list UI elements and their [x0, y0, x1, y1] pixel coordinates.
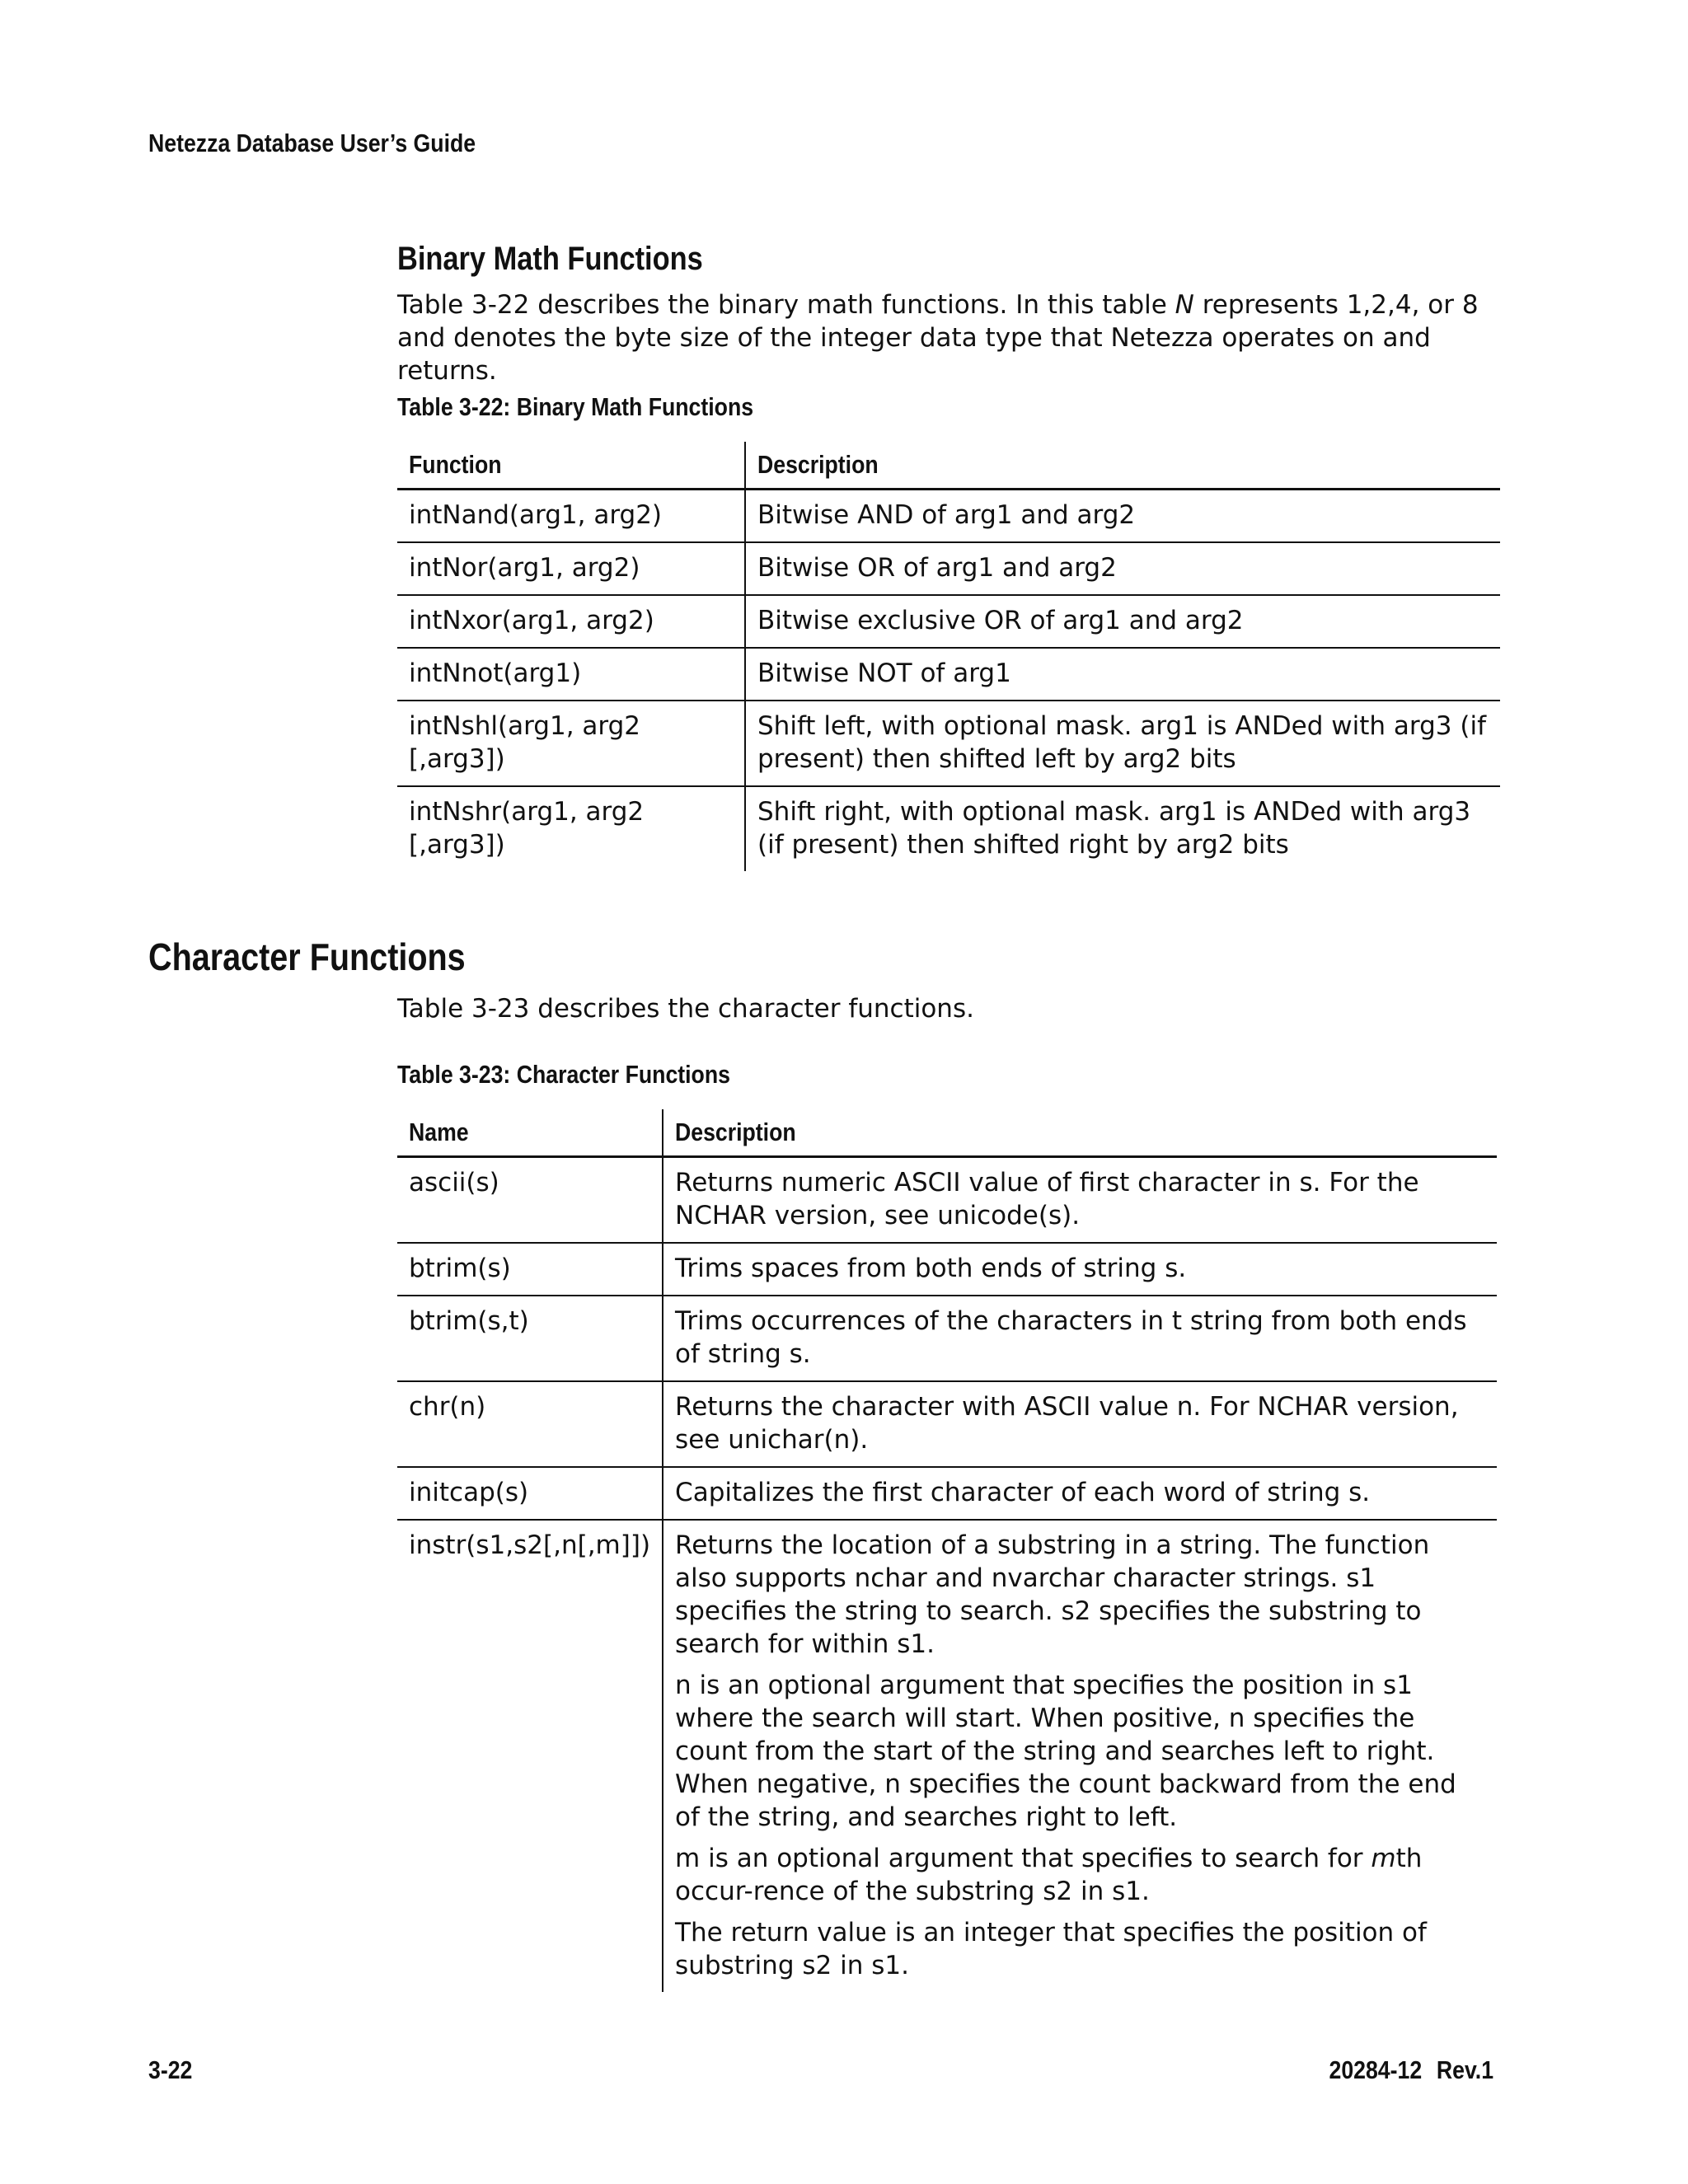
description-cell: Trims occurrences of the characters in t string from both ends of string s. — [663, 1296, 1497, 1381]
binary-intro-paragraph — [397, 288, 1502, 387]
section-heading-character-functions: Character Functions — [148, 935, 466, 978]
description-cell: Shift left, with optional mask. arg1 is ANDed with arg3 (if present) then shifted left by arg2 bits — [745, 701, 1500, 786]
function-name-cell: ascii(s) — [397, 1157, 663, 1244]
table-header-row — [397, 442, 1500, 490]
section-heading-binary-math: Binary Math Functions — [397, 241, 703, 277]
description-cell: Bitwise exclusive OR of arg1 and arg2 — [745, 595, 1500, 648]
binary-intro-text-b: represents 1,2,4, or 8 and denotes the byte size of the integer data type that Netezza operates on and returns. — [397, 290, 1479, 386]
description-cell: Trims spaces from both ends of string s. — [663, 1243, 1497, 1296]
running-header: Netezza Database User’s Guide — [148, 129, 476, 157]
function-name-cell: initcap(s) — [397, 1467, 663, 1520]
character-intro-paragraph: Table 3-23 describes the character functions. — [397, 994, 974, 1024]
character-functions-table — [397, 1109, 1497, 1992]
document-id: 20284-12 Rev.1 — [1329, 2055, 1493, 2084]
table-row — [397, 1157, 1497, 1244]
function-name-cell: intNxor(arg1, arg2) — [397, 595, 745, 648]
instr-p3-m: m — [1371, 1844, 1396, 1873]
description-cell: Bitwise NOT of arg1 — [745, 648, 1500, 701]
function-name-cell: intNshr(arg1, arg2 [,arg3]) — [397, 786, 745, 871]
table-caption-binary: Table 3-22: Binary Math Functions — [397, 392, 754, 421]
table-row — [397, 701, 1500, 786]
function-name-cell: intNand(arg1, arg2) — [397, 490, 745, 543]
description-cell: Shift right, with optional mask. arg1 is ANDed with arg3 (if present) then shifted right by arg2 bits — [757, 797, 1471, 860]
function-name-cell: btrim(s,t) — [397, 1296, 663, 1381]
function-name-cell: intNnot(arg1) — [397, 648, 745, 701]
table-row — [397, 542, 1500, 595]
page-number: 3-22 — [148, 2055, 193, 2084]
instr-p3-text-a: m is an optional argument that specifies to search for — [675, 1844, 1372, 1873]
table-row — [397, 786, 1500, 871]
table-row — [397, 1243, 1497, 1296]
instr-paragraph-3 — [675, 1842, 1485, 1908]
instr-paragraph-4: The return value is an integer that specifies the position of substring s2 in s1. — [675, 1918, 1427, 1980]
description-cell — [663, 1520, 1497, 1992]
description-cell: Bitwise AND of arg1 and arg2 — [745, 490, 1500, 543]
function-name-cell: intNor(arg1, arg2) — [397, 542, 745, 595]
column-header-description: Description — [663, 1109, 1497, 1157]
description-cell: Returns the character with ASCII value n. For NCHAR version, see unichar(n). — [663, 1381, 1497, 1467]
binary-math-table — [397, 442, 1500, 871]
column-header-function: Function — [397, 442, 745, 490]
table-row — [397, 1520, 1497, 1992]
table-row — [397, 595, 1500, 648]
table-row — [397, 1467, 1497, 1520]
instr-paragraph-2: n is an optional argument that specifies the position in s1 where the search will start. When positive, n specifies the count from the start of the string and searches left to right. When negative, n specifies the count backward from the end of the string, and searches right to left. — [675, 1671, 1456, 1832]
description-cell: Bitwise OR of arg1 and arg2 — [745, 542, 1500, 595]
table-row — [397, 648, 1500, 701]
description-cell: Returns numeric ASCII value of first character in s. For the NCHAR version, see unicode(s). — [663, 1157, 1497, 1244]
function-name-cell: instr(s1,s2[,n[,m]]) — [397, 1520, 663, 1992]
function-name-cell: btrim(s) — [397, 1243, 663, 1296]
binary-intro-n: N — [1175, 290, 1194, 320]
table-row — [397, 1296, 1497, 1381]
binary-intro-text-a: Table 3-22 describes the binary math functions. In this table — [397, 290, 1175, 320]
table-caption-character: Table 3-23: Character Functions — [397, 1060, 730, 1089]
description-cell: Capitalizes the first character of each word of string s. — [663, 1467, 1497, 1520]
column-header-description: Description — [745, 442, 1500, 490]
table-row — [397, 490, 1500, 543]
table-header-row — [397, 1109, 1497, 1157]
instr-p3-text-b: th occur-rence of the substring s2 in s1. — [675, 1844, 1423, 1906]
function-name-cell: chr(n) — [397, 1381, 663, 1467]
instr-paragraph-1: Returns the location of a substring in a string. The function also supports nchar and nvarchar character strings. s1 specifies the string to search. s2 specifies the substring to search for within s1. — [675, 1530, 1430, 1659]
function-name-cell: intNshl(arg1, arg2 [,arg3]) — [397, 701, 745, 786]
column-header-name: Name — [397, 1109, 663, 1157]
table-row — [397, 1381, 1497, 1467]
